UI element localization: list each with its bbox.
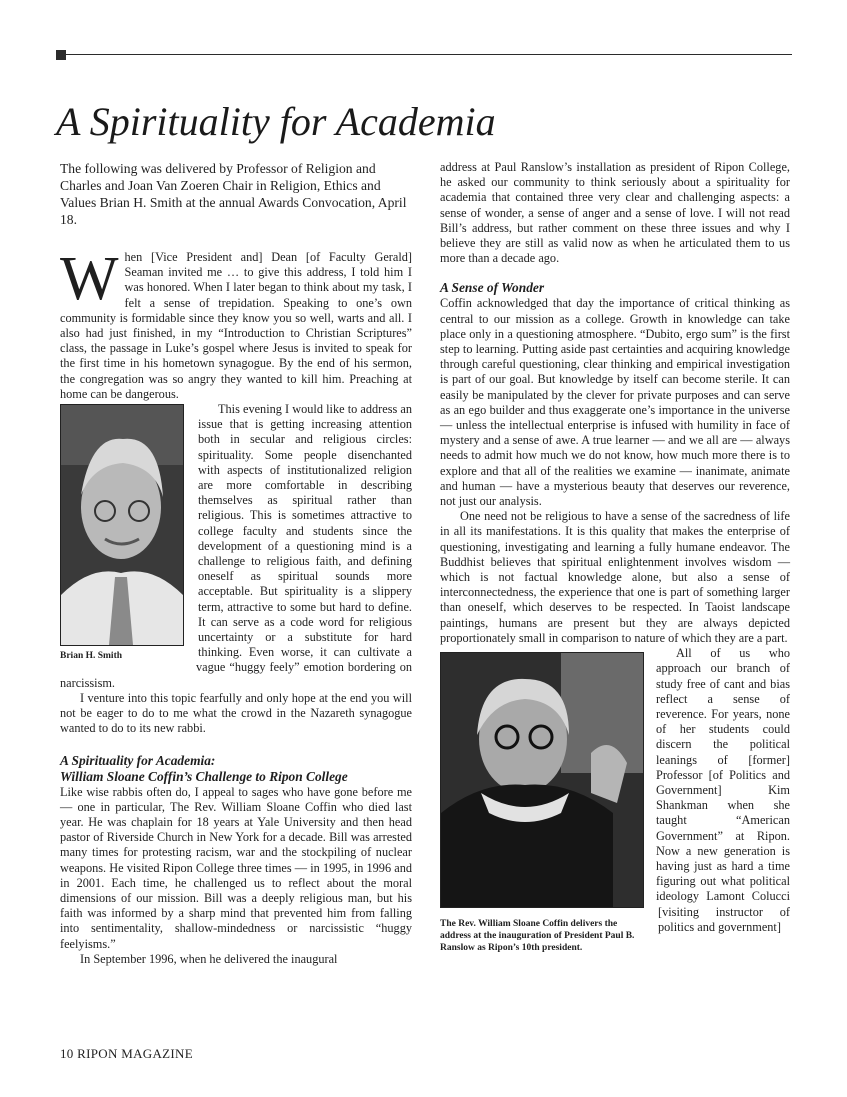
right-column	[440, 160, 790, 954]
body-paragraph-2: This evening I would like to address an issue that is getting increasing attention both in secular and religious circles: spirituality. Some people disenchanted with aspects of institutionalized religion are more comfortable in describing themselves as spiritual rather than religious. This is sometimes attractive to college faculty and students since the development of a questioning mind is a challenge to religious faith, and defining oneself as spiritual sounds more acceptable. But spirituality is a slippery term, attractive to some but hard to define. It can serve as a code word for religious uncertainty or a substitute for hard thinking. Even worse, it can cultivate a vague “huggy feely” emotion bordering on narcissism.	[60, 402, 412, 690]
header-rule-line	[66, 54, 792, 55]
body-paragraph-7: Coffin acknowledged that day the importance of critical thinking as central to our mission as a college. Growth in knowledge can take place only in a questioning atmosphere. “Dubito, ergo sum” is the first step to learning. Putting aside past certainties and acquiring knowledge through careful questioning, clear thinking and empirical investigation is part of our goal. But knowledge by itself can become sterile. It can easily be manipulated by the clever for private purposes and can serve as an ego builder and thus exaggerate one’s importance in the universe — unless the intellectual enterprise is infused with humility in face of mystery and a sense of awe. A true learner — and we all are — always needs to admit how much we do not know, how much more there is to explore and that all of the realities we examine — inanimate, animate and human — have a mysterious beauty that deserves our reverence, not just our analysis.	[440, 296, 790, 509]
photo-brian-smith	[60, 404, 184, 646]
photo-william-coffin	[440, 652, 644, 908]
caption-william-coffin: The Rev. William Sloane Coffin delivers the address at the inauguration of President Paul B. Ranslow as Ripon’s 10th president.	[440, 919, 635, 954]
article-title: A Spirituality for Academia	[56, 99, 496, 144]
body-paragraph-1-text: hen [Vice President and] Dean [of Faculty Gerald] Seaman invited me … to give this address, I told him I was honored. When I later began to think about my task, I felt a sense of trepidation. Speaking to one’s own community is formidable since they know you so well, warts and all. I also had just finished, in my “Introduction to Christian Scriptures” class, the passage in Luke’s gospel where Jesus is invited to speak for the first time in his hometown synagogue. By the end of his sermon, the congregation was so angry they wanted to kill him. Preaching at home can be dangerous.	[60, 250, 412, 401]
page-folio: 10 RIPON MAGAZINE	[60, 1046, 193, 1061]
subhead-coffin-1: A Spirituality for Academia:	[60, 752, 216, 768]
drop-cap: W	[60, 245, 119, 313]
smith-caption-wrap	[60, 650, 182, 670]
header-rule-square	[56, 50, 66, 60]
body-paragraph-5: In September 1996, when he delivered the inaugural	[80, 951, 338, 966]
body-paragraph-8: One need not be religious to have a sense of the sacredness of life in all its manifestations. It is this quality that makes the enterprise of questioning, investigating and learning a fully humane endeavor. The Buddhist believes that spiritual enlightenment involves wisdom — which is not factual knowledge alone, but also a sense of interconnectedness, the experience that one is part of something larger than oneself, which deserves to be respected. In Taoist landscape paintings, humans are present but they are always depicted proportionately small in comparison to nature of which they are a part.	[440, 509, 790, 645]
body-paragraph-3: I venture into this topic fearfully and only hope at the end you will not be eager to do to me what the crowd in the Nazareth synagogue wanted to do to its new rabbi.	[60, 690, 412, 736]
left-column	[60, 160, 412, 967]
subhead-wonder: A Sense of Wonder	[440, 280, 545, 296]
subhead-coffin-2: William Sloane Coffin’s Challenge to Ripon College	[60, 768, 348, 784]
body-paragraph-9: All of us who approach our branch of study free of cant and bias reflect a sense of reverence. For years, none of her students could discern the political leanings of [former] Professor [of Politics and Government] Kim Shankman when she taught “American Government” at Ripon. Now a new generation is having just as hard a time figuring out what political ideology Lamont Colucci [visiting instructor of politics and government]	[656, 646, 790, 934]
caption-brian-smith: Brian H. Smith	[60, 651, 123, 662]
body-paragraph-6: address at Paul Ranslow’s installation as president of Ripon College, he asked our community to think seriously about a spirituality for academia that contained three very clear and challenging aspects: a sense of wonder, a sense of anger and a sense of love. I will not read Bill’s address, but rather comment on these three issues and why I believe they are still as valid now as when he articulated them to us more than a decade ago.	[440, 160, 790, 266]
body-paragraph-4: Like wise rabbis often do, I appeal to sages who have gone before me — one in particular, The Rev. William Sloane Coffin who died last year. He was chaplain for 18 years at Yale University and then head pastor of Riverside Church in New York for a decade. Bill was arrested many times for protesting racism, war and the stockpiling of nuclear weapons. He visited Ripon College three times — in 1995, in 1996 and in 2001. Each time, he challenged us to reflect about the moral dimensions of our mission. Bill was a deeply religious man, but his faith was informed by a sharp mind that prevented him from falling into sentimentality, shallow-mindedness or narcissistic “huggy feelyisms.”	[60, 784, 412, 951]
intro-paragraph: The following was delivered by Professor of Religion and Charles and Joan Van Zoeren Chair in Religion, Ethics and Values Brian H. Smith at the annual Awards Convocation, April 18.	[60, 161, 407, 227]
body-paragraph-1	[60, 245, 412, 402]
intro-block	[60, 160, 412, 228]
